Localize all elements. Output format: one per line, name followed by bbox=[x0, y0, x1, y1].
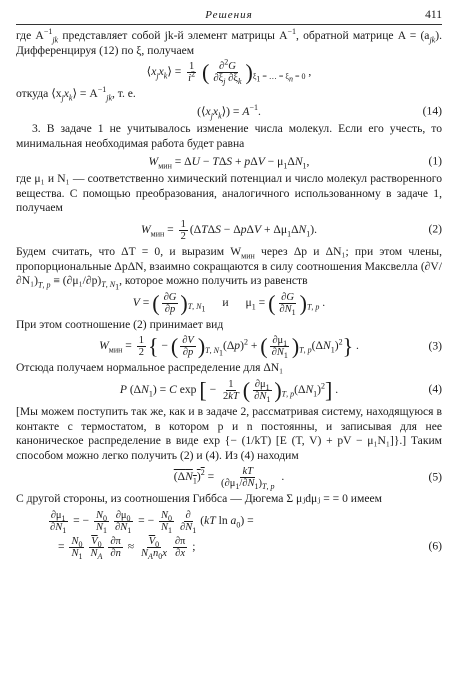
paragraph-problem-3: 3. В задаче 1 не учитывалось изменение числа молекул. Если его учесть, то минимальная необходимая работа будет равна bbox=[16, 122, 442, 150]
equation-2: $W_{мин}$ = $\frac{1}{2}$ $(\Delta T\Delta S - \Delta p\Delta V + \Delta\mu_1\Delta N_1)$. (2) bbox=[140, 218, 442, 242]
equation-number: (1) bbox=[428, 154, 442, 168]
paragraph-bracket-note: [Мы можем поступить так же, как и в задаче 2, рассматривая систему, находящуюся в контакте с термостатом, в котором p и n постоянны, и записывая для нее каноническое распределение в виде exp {− (1/kT) [E (T, V) + pV − μ₁N₁]}.] Таким способом можно легко получить (2) и (4). Из (4) находим bbox=[16, 404, 442, 462]
page-header bbox=[16, 6, 442, 25]
equation-number: (6) bbox=[428, 540, 442, 554]
equation-number: (2) bbox=[428, 223, 442, 237]
equation-v-mu: V = ( $\frac{\partial G}{\partial p}$ )$_{T, N_1}$ и $\mu_1$ = ( $\frac{\partial G}{\partial N_1}$ )$_{T, p}$ . bbox=[132, 290, 326, 317]
equation-6-line-1: $\frac{\partial\mu_1}{\partial N_1}$ = − $\frac{N_0}{N_1}$ $\frac{\partial\mu_0}{\partial N_1}$ = − $\frac{N_0}{N_1}$ $\frac{\partial}{\partial N_1}$ (kT $\ln a_0$) = bbox=[50, 509, 254, 535]
equation-6-line-2: = $\frac{N_0}{N_1}$ $\frac{\overline{V}_0}{N_A}$ $\frac{\partial\pi}{\partial n}$ ≈ $\frac{\overline{V}_0}{N_An_0x}$ $\frac{\partial\pi}{\partial x}$ ; (6) bbox=[58, 535, 442, 561]
paragraph-matrix: где $A^{-1}_{jk}$ представляет собой jk-й элемент матрицы $A^{-1}$, обратной матрице $A = (a_{jk})$. Дифференцируя (12) по ξ, получаем bbox=[16, 27, 442, 57]
equation-number: (4) bbox=[428, 383, 442, 397]
running-head: Решения bbox=[205, 9, 253, 21]
equation-4: P $(\Delta N_1) = C$ exp [ − $\frac{1}{2kT}$ ( $\frac{\partial\mu_1}{\partial N_1}$ )$_{T, p}(\Delta N_1)^2$] . (4) bbox=[119, 377, 442, 404]
equation-5: $(\Delta N_1)^2$ = $\frac{kT}{(\partial\mu_1/\partial N_1)_{T, p}}$ . (5) bbox=[173, 466, 442, 492]
paragraph-whence: откуда $⟨x_jx_k⟩ = A^{-1}_{jk}$, т. е. bbox=[16, 85, 136, 103]
page-number: 411 bbox=[425, 9, 442, 21]
paragraph-gibbs-duhem: С другой стороны, из соотношения Гиббса — Дюгема Σ μⱼdμⱼ = = 0 имеем bbox=[16, 492, 382, 506]
paragraph-maxwell: Будем считать, что ΔT = 0, и выразим $W_{мин}$ через Δp и ΔN₁; при этом члены, пропорциональные ΔpΔN, взаимно сокращаются в силу соотношения Максвелла $(\partial V/\partial N_1)_{T, p} \equiv (\partial\mu_1/\partial p)_{T, N_1}$, которое можно получить из равенств bbox=[16, 244, 442, 293]
equation-14: $(⟨x_jx_k⟩) = A^{-1}$. (14) bbox=[197, 102, 442, 121]
equation-1: $W_{мин} = \Delta U - T\Delta S + p\Delta V - \mu_1\Delta N_1$, (1) bbox=[148, 154, 442, 170]
equation-number: (5) bbox=[428, 470, 442, 484]
paragraph-normal: Отсюда получаем нормальное распределение для ΔN₁ bbox=[16, 361, 284, 375]
paragraph-then: При этом соотношение (2) принимает вид bbox=[16, 317, 224, 331]
equation-derivative: $⟨x_jx_k⟩$ = $\frac{1}{i^2}$ ( $\frac{\partial^2G}{\partial\xi_j \partial\xi_k}$ )$_{\xi_1 = \dots = \xi_n = 0}$ , bbox=[146, 57, 312, 87]
paragraph-where: где μ₁ и N₁ — соответственно химический потенциал и число молекул растворенного вещества. С помощью преобразования, аналогичного использованному в задаче 1, получаем bbox=[16, 172, 442, 215]
equation-number: (14) bbox=[422, 104, 442, 118]
equation-number: (3) bbox=[428, 339, 442, 353]
equation-3: $W_{мин}$ = $\frac{1}{2}$ { − ( $\frac{\partial V}{\partial p}$ )$_{T, N_1}(\Delta p)^2$ + ( $\frac{\partial\mu_1}{\partial N_1}$ )$_{T, p}(\Delta N_1)^2$} . (3) bbox=[99, 333, 442, 361]
